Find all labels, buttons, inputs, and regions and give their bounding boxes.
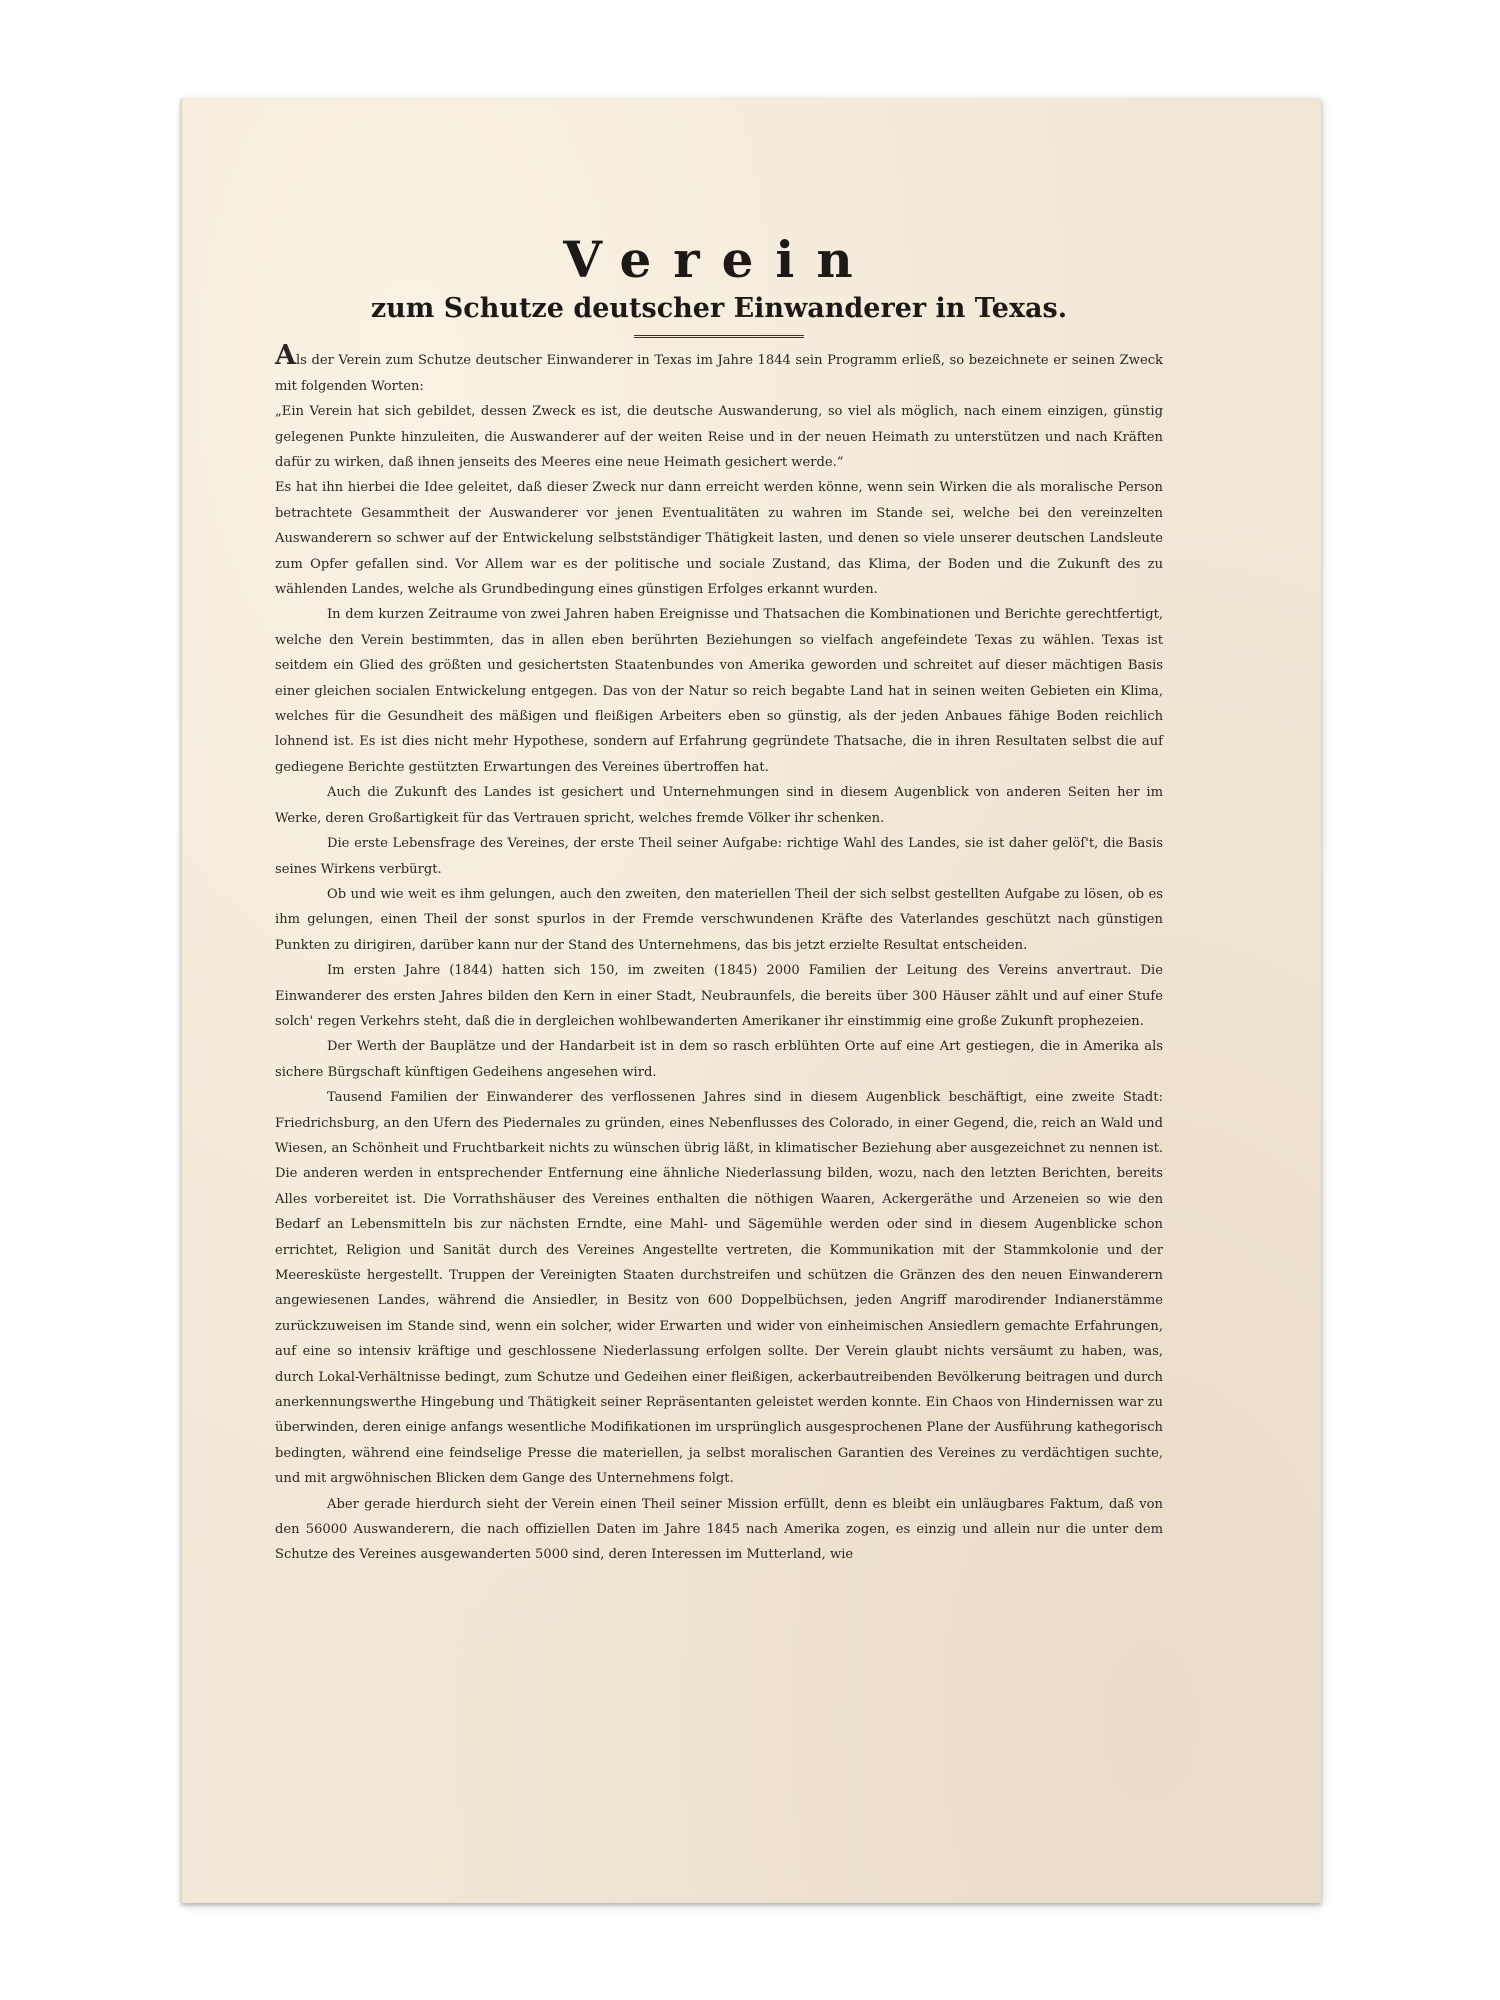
title-divider [634, 335, 804, 338]
document-sheet [181, 98, 1321, 1903]
drop-initial: A [275, 340, 296, 372]
intro-paragraph [275, 340, 1163, 399]
intro-text: ls der Verein zum Schutze deutscher Einwanderer in Texas im Jahre 1844 sein Programm erließ, so bezeichnete er seinen Zweck mit folgenden Worten: [275, 353, 1163, 394]
paragraph: Im ersten Jahre (1844) hatten sich 150, im zweiten (1845) 2000 Familien der Leitung des Vereins anvertraut. Die Einwanderer des ersten Jahres bilden den Kern in einer Stadt, Neubraunfels, die bereits über 300 Häuser zählt und auf einer Stufe solch' regen Verkehrs steht, daß die in dergleichen wohlbewanderten Amerikaner ihr einstimmig eine große Zukunft prophezeien. [275, 963, 1163, 1029]
program-quote: „Ein Verein hat sich gebildet, dessen Zweck es ist, die deutsche Auswanderung, so viel als möglich, nach einem einzigen, günstig gelegenen Punkte hinzuleiten, die Auswanderer auf der weiten Reise und in der neuen Heimath zu unterstützen und nach Kräften dafür zu wirken, daß ihnen jenseits des Meeres eine neue Heimath gesichert werde.“ [275, 404, 1163, 471]
document-title: Verein [563, 230, 875, 289]
document-body [275, 340, 1163, 1568]
paragraph: In dem kurzen Zeitraume von zwei Jahren haben Ereignisse und Thatsachen die Kombinationen und Berichte gerechtfertigt, welche den Verein bestimmten, das in allen eben berührten Beziehungen so vielfach angefeindete Texas zu wählen. Texas ist seitdem ein Glied des größten und gesichertsten Staatenbundes von Amerika geworden und schreitet auf dieser mächtigen Basis einer gleichen socialen Entwickelung entgegen. Das von der Natur so reich begabte Land hat in seinen weiten Gebieten ein Klima, welches für die Gesundheit des mäßigen und fleißigen Arbeiters eben so günstig, als der jeden Anbaues fähige Boden reichlich lohnend ist. Es ist dies nicht mehr Hypothese, sondern auf Erfahrung gegründete Thatsache, die in ihren Resultaten selbst die auf gediegene Berichte gestützten Erwartungen des Vereines übertroffen hat. [275, 607, 1163, 775]
document-subtitle: zum Schutze deutscher Einwanderer in Texas. [370, 293, 1068, 324]
paragraph: Aber gerade hierdurch sieht der Verein einen Theil seiner Mission erfüllt, denn es bleibt ein unläugbares Faktum, daß von den 56000 Auswanderern, die nach offiziellen Daten im Jahre 1845 nach Amerika zogen, es einzig und allein nur die unter dem Schutze des Vereines ausgewanderten 5000 sind, deren Interessen im Mutterland, wie [275, 1496, 1163, 1563]
paragraph: Es hat ihn hierbei die Idee geleitet, daß dieser Zweck nur dann erreicht werden könne, wenn sein Wirken die als moralische Person betrachtete Gesammtheit der Auswanderer vor jenen Eventualitäten zu wahren im Stande sei, welche bei den vereinzelten Auswanderern so schwer auf der Entwickelung selbstständiger Thätigkeit lasten, und denen so viele unserer deutschen Landsleute zum Opfer gefallen sind. Vor Allem war es der politische und sociale Zustand, das Klima, der Boden und die Zukunft des zu wählenden Landes, welche als Grundbedingung eines günstigen Erfolges erkannt wurden. [275, 480, 1163, 598]
paragraph: Tausend Familien der Einwanderer des verflossenen Jahres sind in diesem Augenblick beschäftigt, eine zweite Stadt: Friedrichsburg, an den Ufern des Piedernales zu gründen, eines Nebenflusses des Colorado, in einer Gegend, die, reich an Wald und Wiesen, an Schönheit und Fruchtbarkeit nichts zu wünschen übrig läßt, in klimatischer Beziehung aber ausgezeichnet zu nennen ist. Die anderen werden in entsprechender Entfernung eine ähnliche Niederlassung bilden, wozu, nach den letzten Berichten, bereits Alles vorbereitet ist. Die Vorrathshäuser des Vereines enthalten die nöthigen Waaren, Ackergeräthe und Arzeneien so wie den Bedarf an Lebensmitteln bis zur nächsten Erndte, eine Mahl- und Sägemühle werden oder sind in diesem Augenblicke schon errichtet, Religion und Sanität durch des Vereines Angestellte vertreten, die Kommunikation mit der Stammkolonie und der Meeresküste hergestellt. Truppen der Vereinigten Staaten durchstreifen und schützen die Gränzen des den neuen Einwanderern angewiesenen Landes, während die Ansiedler, in Besitz von 600 Doppelbüchsen, jeden Angriff marodirender Indianerstämme zurückzuweisen im Stande sind, wenn ein solcher, wider Erwarten und wider von einheimischen Ansiedlern gemachte Erfahrungen, auf eine so intensiv kräftige und geschlossene Niederlassung erfolgen sollte. Der Verein glaubt nichts versäumt zu haben, was, durch Lokal-Verhältnisse bedingt, zum Schutze und Gedeihen einer fleißigen, ackerbautreibenden Bevölkerung beitragen und durch anerkennungswerthe Hingebung und Thätigkeit seiner Repräsentanten geleistet werden konnte. Ein Chaos von Hindernissen war zu überwinden, deren einige anfangs wesentliche Modifikationen im ursprünglich ausgesprochenen Plane der Ausführung kathegorisch bedingten, während eine feindselige Presse die materiellen, ja selbst moralischen Garantien des Vereines zu verdächtigen suchte, und mit argwöhnischen Blicken dem Gange des Unternehmens folgt. [275, 1090, 1163, 1487]
paragraph: Auch die Zukunft des Landes ist gesichert und Unternehmungen sind in diesem Augenblick von anderen Seiten her im Werke, deren Großartigkeit für das Vertrauen spricht, welches fremde Völker ihr schenken. [275, 785, 1163, 826]
paragraph: Der Werth der Bauplätze und der Handarbeit ist in dem so rasch erblühten Orte auf eine Art gestiegen, die in Amerika als sichere Bürgschaft künftigen Gedeihens angesehen wird. [275, 1039, 1163, 1080]
paragraph: Die erste Lebensfrage des Vereines, der erste Theil seiner Aufgabe: richtige Wahl des Landes, sie ist daher gelöſ't, die Basis seines Wirkens verbürgt. [275, 836, 1163, 877]
document-content [275, 230, 1163, 1568]
paragraph: Ob und wie weit es ihm gelungen, auch den zweiten, den materiellen Theil der sich selbst gestellten Aufgabe zu lösen, ob es ihm gelungen, einen Theil der sonst spurlos in der Fremde verschwundenen Kräfte des Vaterlandes geschützt nach günstigen Punkten zu dirigiren, darüber kann nur der Stand des Unternehmens, das bis jetzt erzielte Resultat entscheiden. [275, 886, 1163, 953]
